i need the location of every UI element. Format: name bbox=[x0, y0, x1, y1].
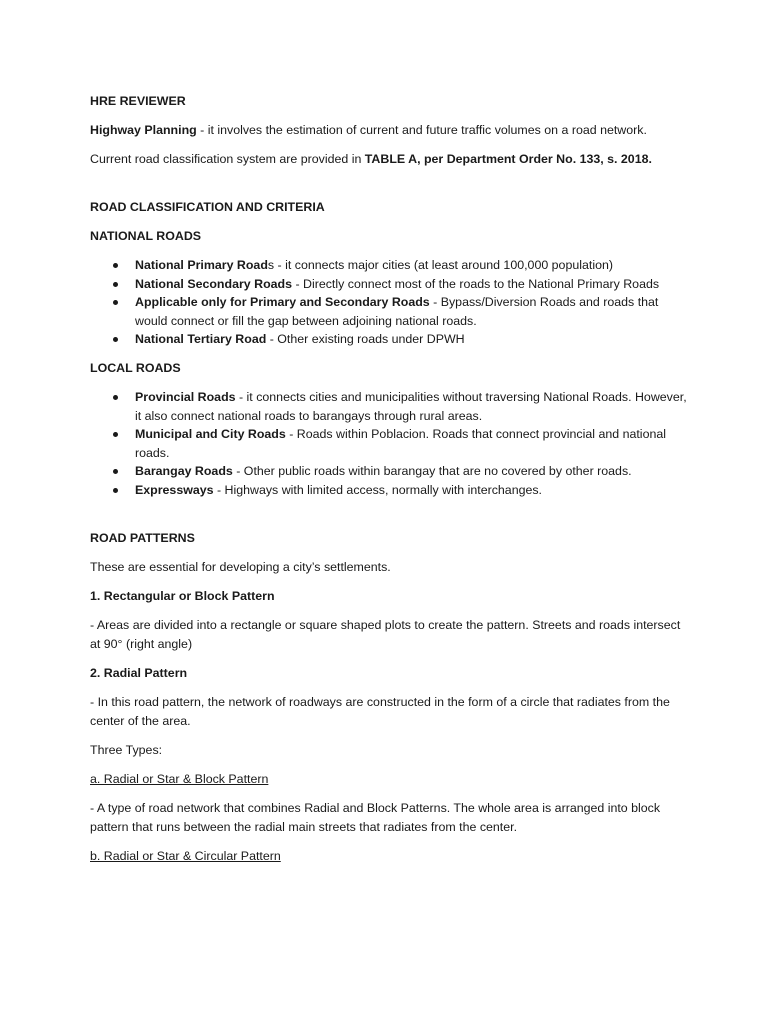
highway-planning-paragraph bbox=[90, 121, 690, 140]
bullet-icon bbox=[113, 337, 118, 342]
item-term: Municipal and City Roads bbox=[135, 427, 286, 442]
item-term: Provincial Roads bbox=[135, 389, 236, 404]
national-roads-heading: NATIONAL ROADS bbox=[90, 229, 202, 243]
highway-planning-term: Highway Planning bbox=[90, 123, 197, 137]
list-item bbox=[90, 388, 690, 425]
road-patterns-intro: These are essential for developing a city’s settlements. bbox=[90, 559, 391, 574]
list-item bbox=[90, 425, 690, 462]
item-term: National Primary Road bbox=[135, 258, 268, 272]
item-term-suffix: s bbox=[267, 258, 275, 272]
classification-source-paragraph bbox=[90, 150, 690, 169]
item-term: Applicable only for Primary and Secondary Roads bbox=[135, 295, 430, 310]
national-roads-list bbox=[90, 256, 690, 349]
radial-star-block-heading: a. Radial or Star & Block Pattern bbox=[90, 771, 269, 786]
road-patterns-heading: ROAD PATTERNS bbox=[90, 530, 195, 545]
item-desc: - it connects cities and municipalities without traversing National Roads. However, it also connect national roads to barangays through rural areas. bbox=[135, 389, 687, 423]
radial-pattern-heading: 2. Radial Pattern bbox=[90, 665, 188, 680]
item-desc: - Bypass/Diversion Roads and roads that would connect or fill the gap between adjoining national roads. bbox=[135, 295, 659, 328]
classification-source-text: Current road classification system are provided in bbox=[90, 152, 365, 166]
document-page bbox=[90, 92, 690, 866]
document-title: HRE REVIEWER bbox=[90, 94, 186, 108]
bullet-icon bbox=[113, 263, 118, 268]
list-item bbox=[90, 293, 690, 330]
three-types-label: Three Types: bbox=[90, 742, 163, 757]
item-term: Barangay Roads bbox=[135, 464, 233, 479]
radial-star-circular-heading: b. Radial or Star & Circular Pattern bbox=[90, 848, 281, 863]
item-term: National Tertiary Road bbox=[135, 332, 267, 347]
item-desc: - Other public roads within barangay that are no covered by other roads. bbox=[232, 464, 632, 479]
classification-source-reference: TABLE A, per Department Order No. 133, s. 2018. bbox=[364, 152, 652, 166]
list-item bbox=[90, 256, 690, 275]
road-classification-heading: ROAD CLASSIFICATION AND CRITERIA bbox=[90, 200, 325, 214]
item-desc: - it connects major cities (at least around 100,000 population) bbox=[274, 258, 613, 272]
radial-pattern-desc: - In this road pattern, the network of roadways are constructed in the form of a circle that radiates from the center of the area. bbox=[90, 694, 670, 728]
item-desc: - Roads within Poblacion. Roads that connect provincial and national roads. bbox=[135, 427, 666, 460]
bullet-icon bbox=[113, 432, 118, 437]
list-item bbox=[90, 462, 690, 481]
local-roads-list bbox=[90, 388, 690, 500]
bullet-icon bbox=[113, 300, 118, 305]
list-item bbox=[90, 330, 690, 349]
highway-planning-desc: - it involves the estimation of current and future traffic volumes on a road network. bbox=[196, 123, 647, 137]
item-desc: - Other existing roads under DPWH bbox=[266, 332, 465, 347]
bullet-icon bbox=[113, 488, 118, 493]
item-term: Expressways bbox=[135, 482, 214, 497]
bullet-icon bbox=[113, 282, 118, 287]
bullet-icon bbox=[113, 395, 118, 400]
rectangular-pattern-desc: - Areas are divided into a rectangle or square shaped plots to create the pattern. Streets and roads intersect at 90° (right angle) bbox=[90, 617, 681, 651]
list-item bbox=[90, 275, 690, 294]
rectangular-pattern-heading: 1. Rectangular or Block Pattern bbox=[90, 588, 275, 603]
item-desc: - Highways with limited access, normally with interchanges. bbox=[213, 482, 543, 497]
radial-star-block-desc: - A type of road network that combines Radial and Block Patterns. The whole area is arranged into block pattern that runs between the radial main streets that radiates from the center. bbox=[90, 800, 661, 834]
bullet-icon bbox=[113, 469, 118, 474]
local-roads-heading: LOCAL ROADS bbox=[90, 360, 181, 375]
item-term: National Secondary Roads bbox=[135, 276, 292, 291]
list-item bbox=[90, 481, 690, 500]
item-desc: - Directly connect most of the roads to the National Primary Roads bbox=[292, 276, 660, 291]
